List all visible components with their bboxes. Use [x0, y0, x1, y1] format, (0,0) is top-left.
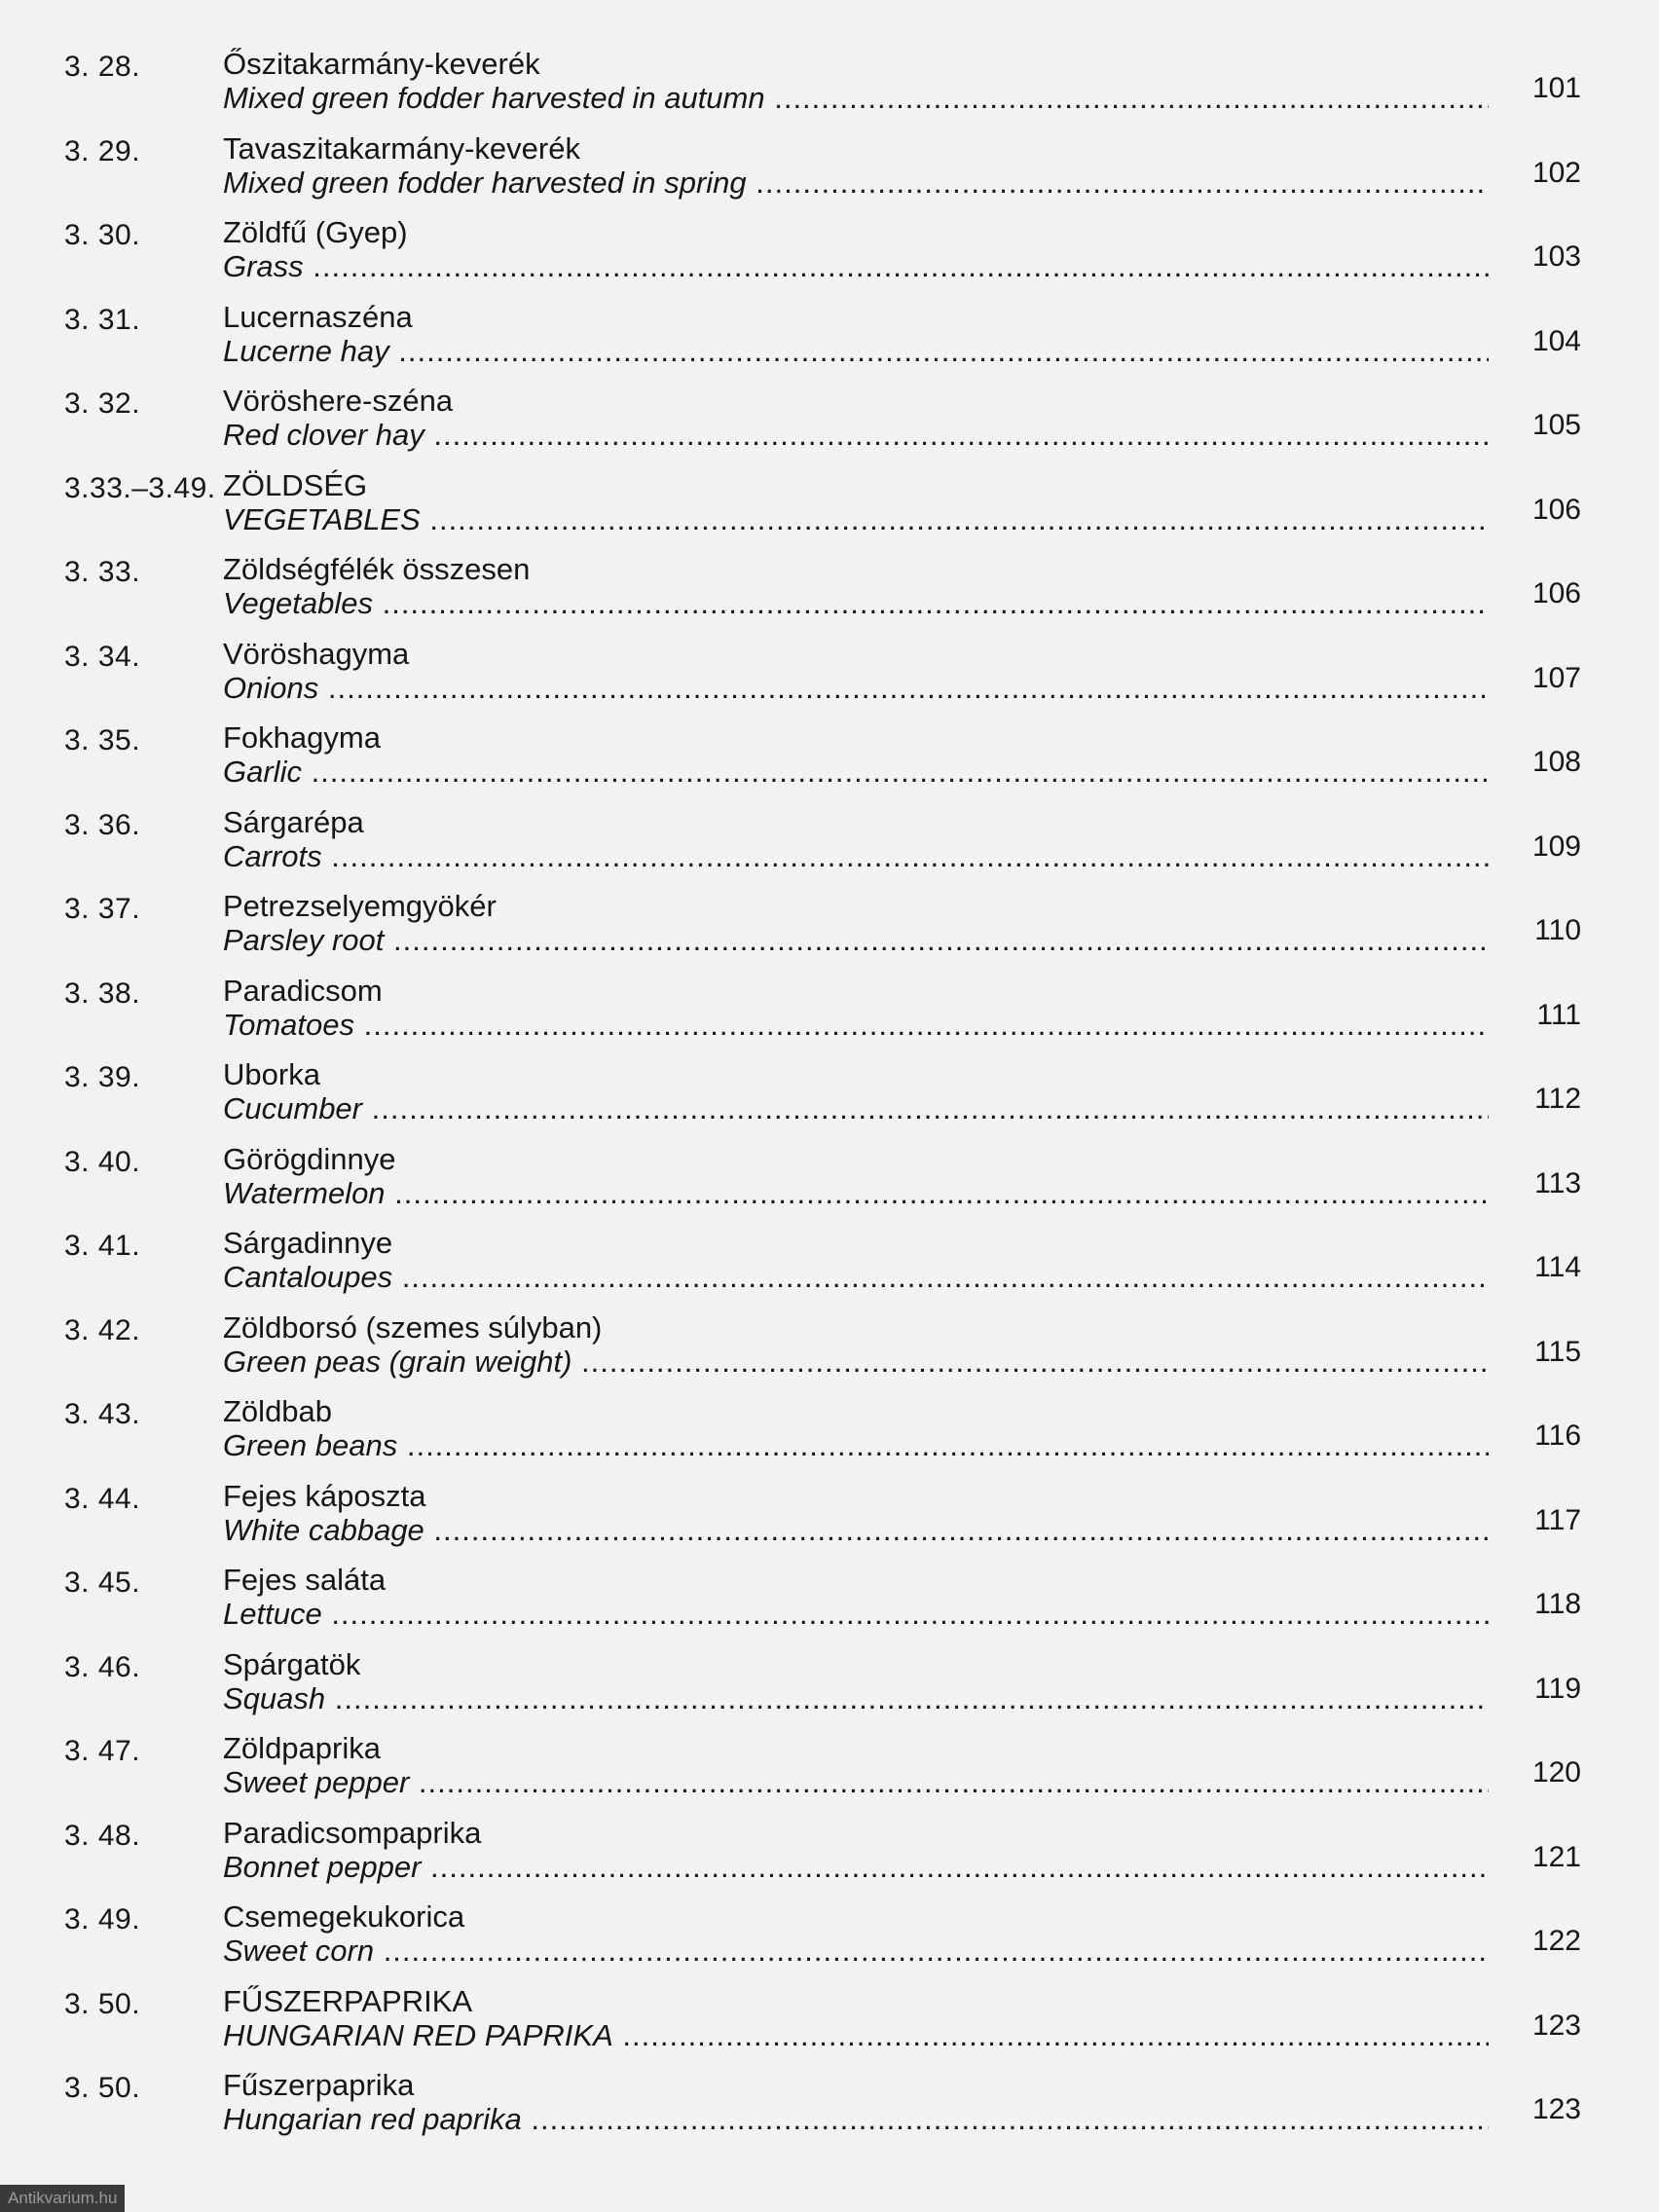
- toc-entry: [0, 1479, 1659, 1563]
- toc-entry: [0, 720, 1659, 804]
- toc-entry: [0, 47, 1659, 130]
- toc-entry: [0, 1816, 1659, 1899]
- entry-number: 3. 45.: [64, 1567, 141, 1599]
- entry-number: 3. 37.: [64, 893, 141, 925]
- entry-page-number: 106: [1531, 577, 1581, 609]
- entry-page-number: 120: [1531, 1756, 1581, 1788]
- watermark-label: Antikvarium.hu: [0, 2185, 125, 2212]
- toc-entry: [0, 1394, 1659, 1478]
- toc-entry: [0, 1226, 1659, 1309]
- entry-page-number: 113: [1534, 1166, 1581, 1199]
- entry-number: 3. 31.: [64, 303, 141, 336]
- entry-title-hu: Sárgadinnye: [223, 1226, 393, 1260]
- toc-entry: [0, 1984, 1659, 2068]
- toc-entry: [0, 1731, 1659, 1815]
- entry-title-hu: Zöldfű (Gyep): [223, 215, 408, 249]
- toc-entry: [0, 974, 1659, 1057]
- entry-title-en: Cantaloupes .....: [223, 1260, 1489, 1295]
- entry-page-number: 122: [1531, 1925, 1581, 1957]
- entry-page-number: 114: [1534, 1251, 1581, 1283]
- entry-title-en: Garlic .....: [223, 755, 1489, 790]
- entry-title-hu: Sárgarépa: [223, 804, 364, 839]
- entry-title-hu: FŰSZERPAPRIKA: [223, 1983, 473, 2018]
- entry-number: 3. 29.: [64, 134, 141, 167]
- entry-title-en: Lettuce .....: [223, 1597, 1489, 1632]
- toc-entry: [0, 1647, 1659, 1731]
- entry-title-hu: Görögdinnye: [223, 1141, 396, 1176]
- entry-number: 3. 50.: [64, 2072, 141, 2104]
- entry-title-hu: Uborka: [223, 1057, 320, 1091]
- entry-number: 3. 33.: [64, 556, 141, 588]
- entry-title-en: Hungarian red paprika .....: [223, 2102, 1489, 2137]
- entry-number: 3. 40.: [64, 1145, 141, 1178]
- entry-page-number: 109: [1531, 830, 1581, 863]
- entry-title-hu: Őszitakarmány-keverék: [223, 47, 540, 81]
- entry-page-number: 104: [1531, 324, 1581, 357]
- entry-number: 3. 35.: [64, 724, 141, 756]
- toc-entry: [0, 2068, 1659, 2152]
- toc-entry: [0, 300, 1659, 384]
- entry-title-en: Mixed green fodder harvested in spring .....: [223, 166, 1489, 201]
- entry-page-number: 103: [1531, 240, 1581, 273]
- entry-page-number: 116: [1534, 1419, 1581, 1452]
- entry-page-number: 115: [1534, 1335, 1581, 1368]
- toc-entry: [0, 1563, 1659, 1646]
- entry-title-hu: Zöldborsó (szemes súlyban): [223, 1309, 603, 1345]
- entry-title-hu: Fejes káposzta: [223, 1478, 426, 1513]
- toc-entry: [0, 552, 1659, 636]
- entry-page-number: 102: [1531, 156, 1581, 189]
- entry-title-hu: Spárgatök: [223, 1646, 361, 1681]
- entry-title-en: Mixed green fodder harvested in autumn .....: [223, 81, 1489, 116]
- toc-entry: [0, 384, 1659, 467]
- entry-title-en: Tomatoes .....: [223, 1008, 1489, 1043]
- entry-title-en: White cabbage .....: [223, 1513, 1489, 1548]
- toc-entry: [0, 1310, 1659, 1394]
- entry-title-en: Parsley root .....: [223, 923, 1489, 958]
- entry-page-number: 105: [1531, 409, 1581, 441]
- entry-title-en: Sweet pepper .....: [223, 1765, 1489, 1800]
- toc-entry: [0, 468, 1659, 552]
- entry-title-en: Vegetables .....: [223, 586, 1489, 621]
- entry-number: 3. 48.: [64, 1819, 141, 1852]
- entry-title-hu: Petrezselyemgyökér: [223, 889, 497, 923]
- entry-number: 3. 43.: [64, 1398, 141, 1430]
- entry-number: 3. 47.: [64, 1735, 141, 1767]
- toc-entry: [0, 215, 1659, 299]
- entry-page-number: 106: [1531, 493, 1581, 526]
- entry-title-hu: Fokhagyma: [223, 720, 381, 755]
- entry-title-en: Sweet corn .....: [223, 1934, 1489, 1969]
- entry-number: 3. 38.: [64, 977, 141, 1010]
- entry-page-number: 123: [1531, 2009, 1581, 2042]
- entry-number: 3. 41.: [64, 1230, 141, 1262]
- entry-title-hu: Vöröshagyma: [223, 636, 410, 671]
- entry-page-number: 110: [1534, 914, 1581, 946]
- toc-entry: [0, 1899, 1659, 1983]
- entry-number: 3. 46.: [64, 1650, 141, 1683]
- entry-page-number: 117: [1534, 1503, 1581, 1536]
- entry-page-number: 111: [1536, 998, 1581, 1031]
- entry-title-en: Red clover hay .....: [223, 418, 1489, 453]
- entry-number: 3. 39.: [64, 1061, 141, 1093]
- entry-title-en: Watermelon .....: [223, 1176, 1489, 1211]
- entry-page-number: 101: [1531, 72, 1581, 104]
- entry-number: 3. 34.: [64, 640, 141, 673]
- entry-page-number: 108: [1531, 746, 1581, 778]
- entry-title-en: Cucumber .....: [223, 1091, 1489, 1126]
- entry-number: 3. 36.: [64, 808, 141, 841]
- entry-title-hu: Vöröshere-széna: [223, 384, 454, 418]
- entry-page-number: 119: [1534, 1672, 1581, 1705]
- toc-entry: [0, 1142, 1659, 1226]
- entry-title-hu: Paradicsompaprika: [223, 1815, 482, 1850]
- entry-title-en: HUNGARIAN RED PAPRIKA .....: [223, 2018, 1489, 2053]
- entry-title-hu: Lucernaszéna: [223, 299, 413, 334]
- entry-title-en: Grass .....: [223, 249, 1489, 284]
- entry-title-hu: ZÖLDSÉG: [223, 467, 368, 502]
- entry-title-en: Carrots .....: [223, 839, 1489, 874]
- entry-title-hu: Paradicsom: [223, 973, 383, 1008]
- toc-entry: [0, 131, 1659, 215]
- entry-title-en: Onions .....: [223, 671, 1489, 706]
- entry-page-number: 107: [1531, 661, 1581, 694]
- entry-title-hu: Fejes saláta: [223, 1563, 387, 1597]
- entry-number: 3. 42.: [64, 1313, 141, 1346]
- entry-number: 3. 28.: [64, 51, 141, 83]
- entry-number: 3. 30.: [64, 219, 141, 251]
- entry-title-hu: Tavaszitakarmány-keverék: [223, 130, 580, 166]
- entry-title-en: Green peas (grain weight) .....: [223, 1345, 1489, 1380]
- entry-number: 3.33.–3.49.: [64, 471, 216, 504]
- entry-number: 3. 50.: [64, 1987, 141, 2020]
- entry-title-en: Squash .....: [223, 1681, 1489, 1716]
- entry-title-hu: Fűszerpaprika: [223, 2068, 415, 2102]
- toc-entry: [0, 889, 1659, 973]
- entry-page-number: 118: [1534, 1588, 1581, 1620]
- entry-page-number: 123: [1531, 2093, 1581, 2125]
- entry-number: 3. 49.: [64, 1903, 141, 1936]
- entry-page-number: 112: [1534, 1083, 1581, 1115]
- entry-title-hu: Csemegekukorica: [223, 1899, 465, 1934]
- entry-number: 3. 32.: [64, 387, 141, 420]
- entry-title-en: Green beans .....: [223, 1428, 1489, 1463]
- entry-number: 3. 44.: [64, 1482, 141, 1515]
- entry-title-hu: Zöldbab: [223, 1394, 333, 1428]
- entry-page-number: 121: [1531, 1840, 1581, 1873]
- toc-entry: [0, 1057, 1659, 1141]
- entry-title-en: Lucerne hay .....: [223, 334, 1489, 369]
- toc-entry: [0, 805, 1659, 889]
- entry-title-hu: Zöldségfélék összesen: [223, 552, 531, 586]
- entry-title-en: VEGETABLES .....: [223, 502, 1489, 537]
- toc-entry: [0, 637, 1659, 720]
- entry-title-hu: Zöldpaprika: [223, 1731, 381, 1765]
- entry-title-en: Bonnet pepper .....: [223, 1850, 1489, 1885]
